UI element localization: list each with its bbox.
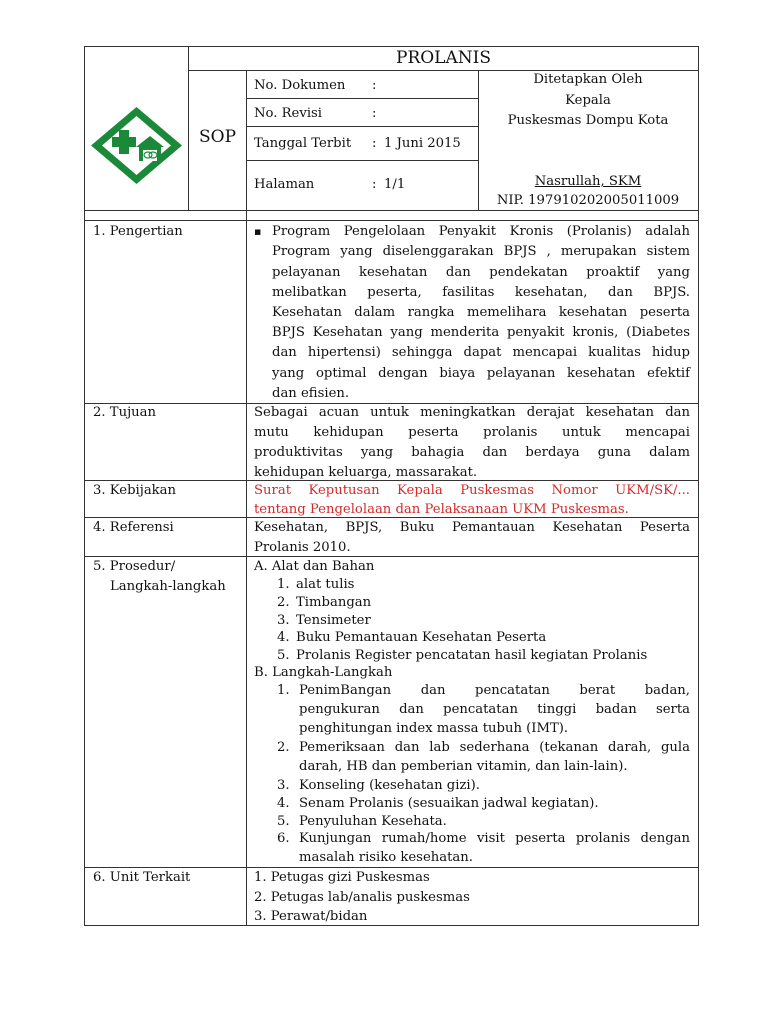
approval-line2: Kepala (565, 93, 611, 108)
page-title: PROLANIS (396, 48, 491, 68)
section-label-tujuan: 2. Tujuan (93, 405, 157, 420)
section-label-kebijakan: 3. Kebijakan (93, 483, 177, 498)
section-label-referensi: 4. Referensi (93, 520, 174, 535)
approver-name: Nasrullah, SKM (534, 174, 642, 189)
issue-date-value: 1 Juni 2015 (384, 136, 461, 151)
section-label-prosedur-sub: Langkah-langkah (110, 579, 226, 594)
doc-number-label: No. Dokumen (254, 78, 346, 93)
revision-label: No. Revisi (254, 106, 323, 121)
page-number-value: 1/1 (384, 177, 406, 192)
approval-line1: Ditetapkan Oleh (533, 72, 643, 87)
bullet-icon: ▪ (254, 225, 262, 238)
section-label-pengertian: 1. Pengertian (93, 224, 183, 239)
section-label-prosedur: 5. Prosedur/ (93, 559, 176, 574)
issue-date-sep: : (372, 136, 377, 151)
part-a-heading: A. Alat dan Bahan (254, 559, 375, 574)
revision-sep: : (372, 106, 377, 121)
puskesmas-logo-icon (88, 104, 185, 187)
section-label-unit: 6. Unit Terkait (93, 870, 191, 885)
part-b-heading: B. Langkah-Langkah (254, 665, 393, 680)
doc-number-sep: : (372, 78, 377, 93)
approval-line3: Puskesmas Dompu Kota (507, 113, 669, 128)
page-number-sep: : (372, 177, 377, 192)
issue-date-label: Tanggal Terbit (254, 136, 352, 151)
approver-nip: NIP. 197910202005011009 (496, 193, 680, 208)
page-number-label: Halaman (254, 177, 315, 192)
sop-label: SOP (198, 127, 237, 147)
